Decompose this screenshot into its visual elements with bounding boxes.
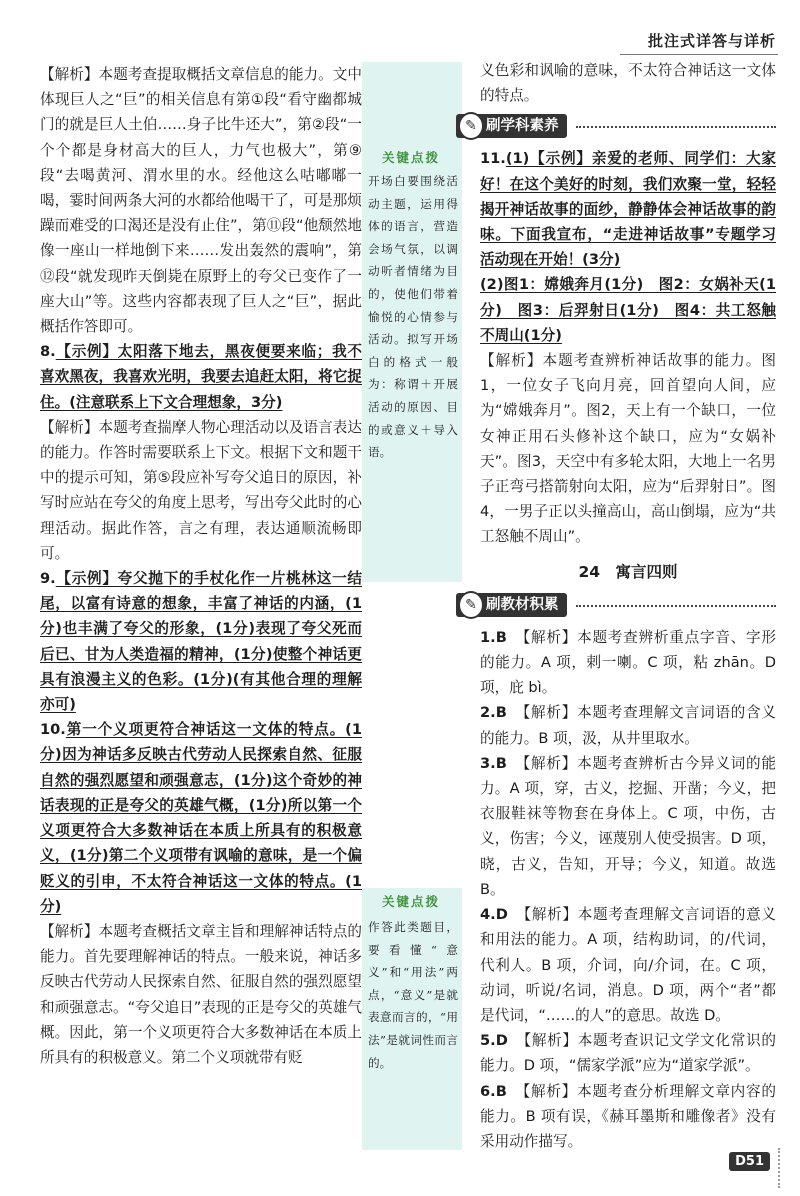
item-explanation: 【解析】本题考查辨析古今异义词的能力。A 项，穿，古义，挖掘、开凿；今义，把衣服鞋袜等物套在身体上。C 项，中伤，古义，伤害；今义，诬蔑别人使受损害。D 项，晓，古义，告知，开导；今义，知道。故选 B。 bbox=[480, 754, 776, 898]
q8-number: 8. bbox=[40, 343, 56, 361]
section-header-textbook bbox=[465, 591, 776, 619]
q11-number: 11. bbox=[480, 150, 506, 168]
answer-item bbox=[480, 1028, 776, 1078]
q10-explanation-continued: 义色彩和讽喻的意味，不太符合神话这一文体的特点。 bbox=[480, 62, 776, 105]
answer-item bbox=[480, 751, 776, 902]
item-key: D bbox=[495, 906, 508, 924]
q11-answer-1: (1)【示例】亲爱的老师、同学们：大家好！在这个美好的时刻，我们欢聚一堂，轻轻揭开神话故事的面纱，静静体会神话故事的韵味。下面我宣布，“走进神话故事”专题学习活动现在开始！(3分) bbox=[480, 150, 776, 269]
item-number: 6. bbox=[480, 1082, 496, 1100]
item-key: B bbox=[495, 704, 507, 722]
q8-explanation: 【解析】本题考查揣摩人物心理活动以及语言表达的能力。作答时需要联系上下文。根据下文和题干中的提示可知，第⑤段应补写夸父追日的原因，补写时应站在夸父的角度上思考，写出夸父此时的心理活动。据此作答，言之有理，表达通顺流畅即可。 bbox=[40, 418, 362, 562]
item-explanation: 【解析】本题考查分析理解文章内容的能力。B 项有误，《赫耳墨斯和雕像者》没有采用动作描写。 bbox=[480, 1082, 776, 1150]
item-number: 2. bbox=[480, 704, 496, 722]
q9-number: 9. bbox=[40, 570, 56, 588]
q10-answer-block bbox=[40, 717, 362, 919]
page-number: D51 bbox=[729, 1152, 770, 1171]
q11-explanation: 【解析】本题考查辨析神话故事的能力。图1，一位女子飞向月亮，回首望向人间，应为“嫦娥奔月”。图2，天上有一个缺口，一位女神正用石头修补这个缺口，应为“女娲补天”。图3，天空中有多轮太阳，大地上一名男子正弯弓搭箭射向太阳，应为“后羿射日”。图4，一男子正以头撞高山，高山倒塌，应为“共工怒触不周山”。 bbox=[480, 352, 776, 546]
dotted-divider bbox=[576, 605, 776, 607]
q8-answer: 【示例】太阳落下地去，黑夜便要来临；我不喜欢黑夜，我喜欢光明，我要去追赶太阳，将它捉住。(注意联系上下文合理想象，3分) bbox=[40, 343, 362, 411]
item-number: 1. bbox=[480, 628, 496, 646]
header-title: 批注式详答与详析 bbox=[647, 32, 776, 50]
left-column bbox=[40, 62, 362, 1070]
item-number: 5. bbox=[480, 1032, 496, 1050]
q9-answer: 【示例】夸父抛下的手杖化作一片桃林这一结尾，以富有诗意的想象，丰富了神话的内涵，(1分)也丰满了夸父的形象，(1分)表现了夸父死而后已、甘为人类造福的精神，(1分)使整个神话更具有浪漫主义的色彩。(1分)(有其他合理的理解亦可) bbox=[40, 570, 362, 714]
header-rule bbox=[620, 54, 778, 55]
key-tip-body-1: 开场白要围绕活动主题，运用得体的语言，营造会场气氛，以调动听者情绪为目的，使他们带着愉悦的心情参与活动。拟写开场白的格式一般为：称谓＋开展活动的原因、目的或意义＋导入语。 bbox=[368, 174, 458, 460]
section-header-subject-literacy bbox=[465, 112, 776, 140]
item-explanation: 【解析】本题考查理解文言词语的意义和用法的能力。A 项，结构助词，的/代词，代利人。B 项，介词，向/介词，在。C 项，动词，听说/名词，消息。D 项，两个“者”都是代词，“……的人”的意思。故选 D。 bbox=[480, 906, 776, 1024]
right-column bbox=[465, 58, 776, 1154]
item-key: D bbox=[495, 1032, 508, 1050]
q8-answer-block bbox=[40, 339, 362, 415]
q11-answer-part1 bbox=[480, 146, 776, 272]
section-title-textbook: 刷教材积累 bbox=[456, 593, 567, 617]
q11-answer-part2 bbox=[480, 272, 776, 348]
q10-answer: 第一个义项更符合神话这一文体的特点。(1分)因为神话多反映古代劳动人民探索自然、征服自然的强烈愿望和顽强意志，(1分)这个奇妙的神话表现的正是夸父的英雄气概，(1分)所以第一个义项更符合大多数神话在本质上所具有的积极意义，(1分)第二个义项带有讽喻的意味，是一个偏贬义的引申，不太符合神话这一文体的特点。(1分) bbox=[40, 721, 362, 915]
key-tip-body-2: 作答此类题目，要看懂“意义”和“用法”两点，“意义”是就表意而言的，“用法”是就词性而言的。 bbox=[368, 920, 458, 1070]
key-tip-heading-1: 关键点拨 bbox=[382, 150, 441, 165]
item-key: B bbox=[495, 628, 507, 646]
q7-explanation: 【解析】本题考查提取概括文章信息的能力。文中体现巨人之“巨”的相关信息有第①段“看守幽都城门的就是巨人土伯……身子比牛还大”，第②段“一个个都是身材高大的巨人，力气也极大”，第⑨段“去喝黄河、渭水里的水。经他这么咕嘟嘟一喝，霎时间两条大河的水都给他喝干了，可是那烦躁而难受的口渴还是没有止住”，第⑪段“他颓然地像一座山一样地倒下来……发出轰然的震响”，第⑫段“就发现昨天倒毙在原野上的夸父已变作了一座大山”等。这些内容都表现了巨人之“巨”，据此概括作答即可。 bbox=[40, 66, 362, 336]
answer-item bbox=[480, 902, 776, 1028]
chapter-title: 24 寓言四则 bbox=[578, 562, 678, 581]
answer-item bbox=[480, 1079, 776, 1155]
q10-explanation: 【解析】本题考查概括文章主旨和理解神话特点的能力。首先要理解神话的特点。一般来说，神话多反映古代劳动人民探索自然、征服自然的强烈愿望和顽强意志。“夸父追日”表现的正是夸父的英雄气概。因此，第一个义项更符合大多数神话在本质上所具有的积极意义。第二个义项就带有贬 bbox=[40, 922, 362, 1066]
key-tip-heading-2: 关键点拨 bbox=[382, 894, 441, 909]
page-corner-mark bbox=[778, 1148, 792, 1188]
item-key: B bbox=[495, 1082, 507, 1100]
pen-badge-icon: ✎ bbox=[458, 591, 484, 619]
item-explanation: 【解析】本题考查识记文学文化常识的能力。D 项，“儒家学派”应为“道家学派”。 bbox=[480, 1032, 776, 1075]
pen-badge-icon: ✎ bbox=[458, 112, 484, 140]
item-key: B bbox=[495, 754, 507, 772]
section-title-subject-literacy: 刷学科素养 bbox=[456, 114, 567, 138]
item-number: 4. bbox=[480, 906, 496, 924]
item-explanation: 【解析】本题考查辨析重点字音、字形的能力。A 项，剌一喇。C 项，粘 zhān。D 项，庇 bì。 bbox=[480, 628, 776, 697]
item-explanation: 【解析】本题考查理解文言词语的含义的能力。B 项，汲，从井里取水。 bbox=[480, 704, 776, 747]
answer-item bbox=[480, 625, 776, 701]
item-number: 3. bbox=[480, 754, 496, 772]
q9-answer-block bbox=[40, 566, 362, 717]
answer-item bbox=[480, 700, 776, 750]
dotted-divider bbox=[576, 126, 776, 128]
q11-answer-2: (2)图1：嫦娥奔月(1分) 图2：女娲补天(1分) 图3：后羿射日(1分) 图4：共工怒触不周山(1分) bbox=[480, 276, 776, 344]
q10-number: 10. bbox=[40, 721, 66, 739]
